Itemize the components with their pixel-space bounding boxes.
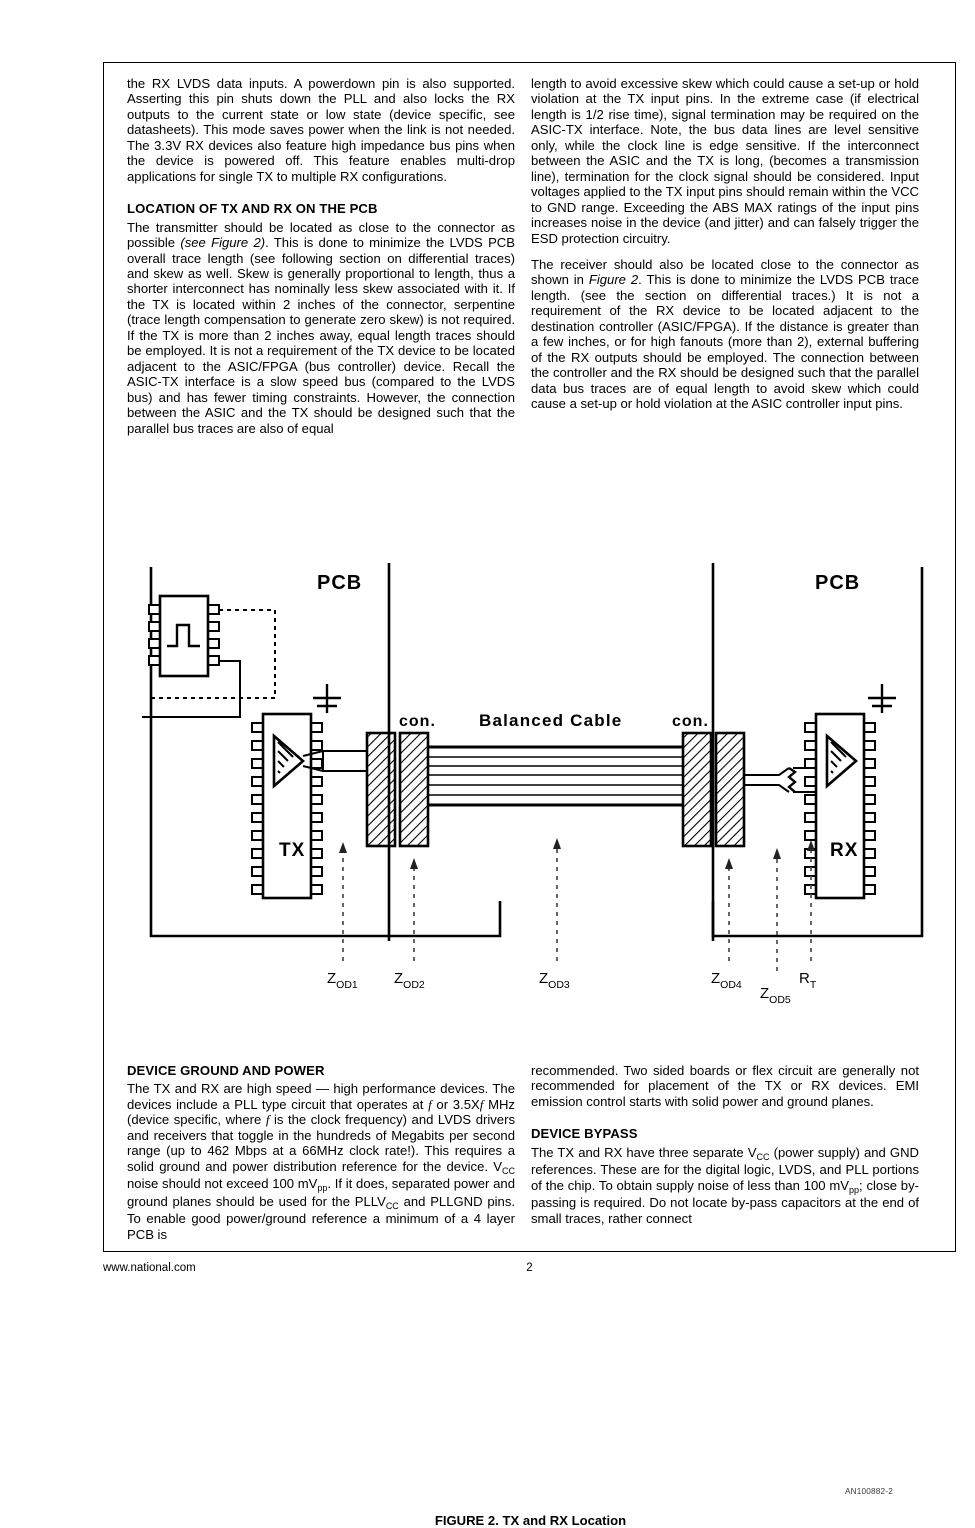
footer-website[interactable]: www.national.com — [103, 1262, 196, 1274]
paragraph-text: . This is done to minimize the LVDS PCB trace length. (see the section on differential traces.) It is not a requirement of the RX device to be located adjacent to the destination controller (ASIC/FPGA). If the distance is greater than a few inches, or for high fanouts (more than 2), external buffering of the RX outputs should be employed. The connection between the controller and the RX should be designed such that the parallel data bus traces are of equal length to avoid skew which could cause a set-up or hold violation at the ASIC controller input pins. — [531, 272, 919, 412]
paragraph-text: The transmitter should be located as close to the connector as possible — [127, 219, 515, 251]
paragraph-text: and PLLGND pins. To enable good power/ground reference a minimum of a 4 layer PCB is — [127, 1193, 516, 1242]
rx-chip — [805, 714, 875, 898]
paragraph-text: ; close by-passing is required. Do not locate by-pass capacitors at the end of small traces, rather connect — [531, 1177, 919, 1226]
section-heading-device-bypass: DEVICE BYPASS — [531, 1126, 638, 1142]
connector-left-board — [367, 733, 395, 846]
pcb-left-label: PCB — [317, 572, 363, 594]
section-heading-location: LOCATION OF TX AND RX ON THE PCB — [127, 201, 378, 217]
figure-reference-prefix: (see — [180, 235, 212, 251]
balanced-cable-label: Balanced Cable — [479, 711, 623, 730]
resistor-label-rt: $R_T$ — [799, 970, 817, 991]
paragraph-text: The TX and RX have three separate V — [531, 1144, 757, 1160]
paragraph — [127, 220, 515, 436]
paragraph-text: (power supply) and GND references. These are for the digital logic, LVDS, and PLL portions of the chip. To obtain supply noise of less than 100 mV — [531, 1144, 919, 1193]
paragraph-text: . This is done to minimize the LVDS PCB overall trace length (see following section on differential traces) and skew as well. Skew is generally proportional to length, thus a shorter interconnect has nominally less skew associated with it. If the TX is located within 2 inches of the connector, serpentine (trace length compensation to generate zero skew) is not required. If the TX is more than 2 inches away, equal length traces should be employed. It is not a requirement of the TX device to be located adjacent to the ASIC/FPGA (bus controller) device. Recall the ASIC-TX interface is a slow speed bus (compared to the LVDS bus) and has fewer timing constraints. However, the connection between the ASIC and the TX should be designed such that the parallel bus traces are also of equal — [127, 235, 515, 436]
paragraph-text: is the clock frequency) and LVDS drivers and receivers that toggle in the hundreds of Megabits per second range (up to 462 Mbps at a 66MHz clock rate!). This requires a solid ground and power distribution reference for the device. V — [127, 1112, 515, 1174]
paragraph — [127, 76, 515, 184]
impedance-label-zod5: $Z_{OD5}$ — [760, 985, 791, 1006]
left-text-column-bottom — [127, 1063, 515, 1242]
pcb-right-label: PCB — [815, 572, 861, 594]
figure-reference: Figure 2) — [211, 235, 266, 251]
paragraph-text: noise should not exceed 100 mV — [127, 1176, 318, 1192]
paragraph — [531, 76, 919, 246]
figure-part-code: AN100882-2 — [845, 1487, 893, 1496]
subscript-cc: CC — [502, 1165, 515, 1176]
subscript-pp: pp — [317, 1183, 328, 1194]
connector-left-cable — [400, 733, 428, 846]
variable-f: f — [265, 1112, 270, 1128]
paragraph-text: The TX and RX are high speed — high performance devices. The devices include a PLL type circuit that operates at — [127, 1081, 515, 1112]
paragraph — [531, 257, 919, 412]
tx-chip — [252, 714, 322, 898]
paragraph — [531, 1063, 919, 1109]
subscript-pp: pp — [849, 1184, 860, 1195]
paragraph-text: length to avoid excessive skew which could cause a set-up or hold violation at the TX input pins. In the extreme case (if electrical length is 1/2 rise time), signal termination may be required on the ASIC-TX interface. Note, the bus data lines are level sensitive only, while the clock line is edge sensitive. If the interconnect between the ASIC and the TX is long, (becomes a transmission line), termination for the clock signal should be considered. Input voltages applied to the TX input pins should remain within the VCC to GND range. Exceeding the ABS MAX ratings of the input pins increases noise in the device (and jitter) and can falsely trigger the ESD protection circuitry. — [531, 76, 919, 246]
figure-diagram — [127, 561, 935, 1006]
tx-chip-label: TX — [279, 840, 306, 861]
figure-caption: FIGURE 2. TX and RX Location — [434, 1513, 627, 1528]
paragraph — [531, 1145, 919, 1226]
paragraph-text: MHz (device specific, where — [127, 1096, 515, 1128]
right-text-column-bottom — [531, 1063, 919, 1226]
impedance-label-zod3: $Z_{OD3}$ — [539, 970, 570, 991]
paragraph — [127, 1081, 515, 1242]
tx-bypass-capacitor — [313, 684, 341, 713]
impedance-label-zod2: $Z_{OD2}$ — [394, 970, 425, 991]
paragraph-text: or 3.5X — [431, 1096, 480, 1112]
impedance-label-zod1: $Z_{OD1}$ — [327, 970, 358, 991]
asic-clock-chip — [149, 596, 219, 676]
connector-right-label: con. — [672, 713, 709, 730]
paragraph-text: . If it does, separated power and ground planes should be used for the PLLV — [127, 1176, 515, 1209]
paragraph-text: the RX LVDS data inputs. A powerdown pin is also supported. Asserting this pin shuts down the PLL and also locks the RX outputs to the current state or low state (device specific, see datasheets). This mode saves power when the link is not needed. The 3.3V RX devices also feature high impedance bus pins when the device is powered off. This feature enables multi-drop applications for single TX to multiple RX configurations. — [127, 76, 515, 184]
paragraph-text: recommended. Two sided boards or flex circuit are generally not recommended for placement of the TX or RX devices. EMI emission control starts with solid power and ground planes. — [531, 1063, 919, 1109]
rx-bypass-capacitor — [868, 684, 896, 713]
impedance-label-zod4: $Z_{OD4}$ — [711, 970, 742, 991]
section-heading-ground-power: DEVICE GROUND AND POWER — [127, 1063, 325, 1078]
variable-f: f — [428, 1096, 432, 1112]
variable-f: f — [479, 1096, 484, 1112]
connector-left-label: con. — [399, 713, 436, 730]
subscript-cc: CC — [385, 1200, 399, 1211]
balanced-cable — [428, 747, 683, 805]
paragraph-text: The receiver should also be located close to the connector as shown in — [531, 256, 919, 288]
right-text-column — [531, 76, 919, 412]
subscript-cc: CC — [756, 1151, 770, 1162]
footer-page-number: 2 — [526, 1262, 533, 1274]
termination-resistor — [789, 768, 795, 792]
connector-right-board — [716, 733, 744, 846]
left-text-column — [127, 76, 515, 436]
rx-differential-traces — [744, 768, 789, 792]
figure-reference: Figure 2 — [588, 272, 639, 288]
rx-chip-label: RX — [830, 840, 859, 861]
connector-right-cable — [683, 733, 711, 846]
